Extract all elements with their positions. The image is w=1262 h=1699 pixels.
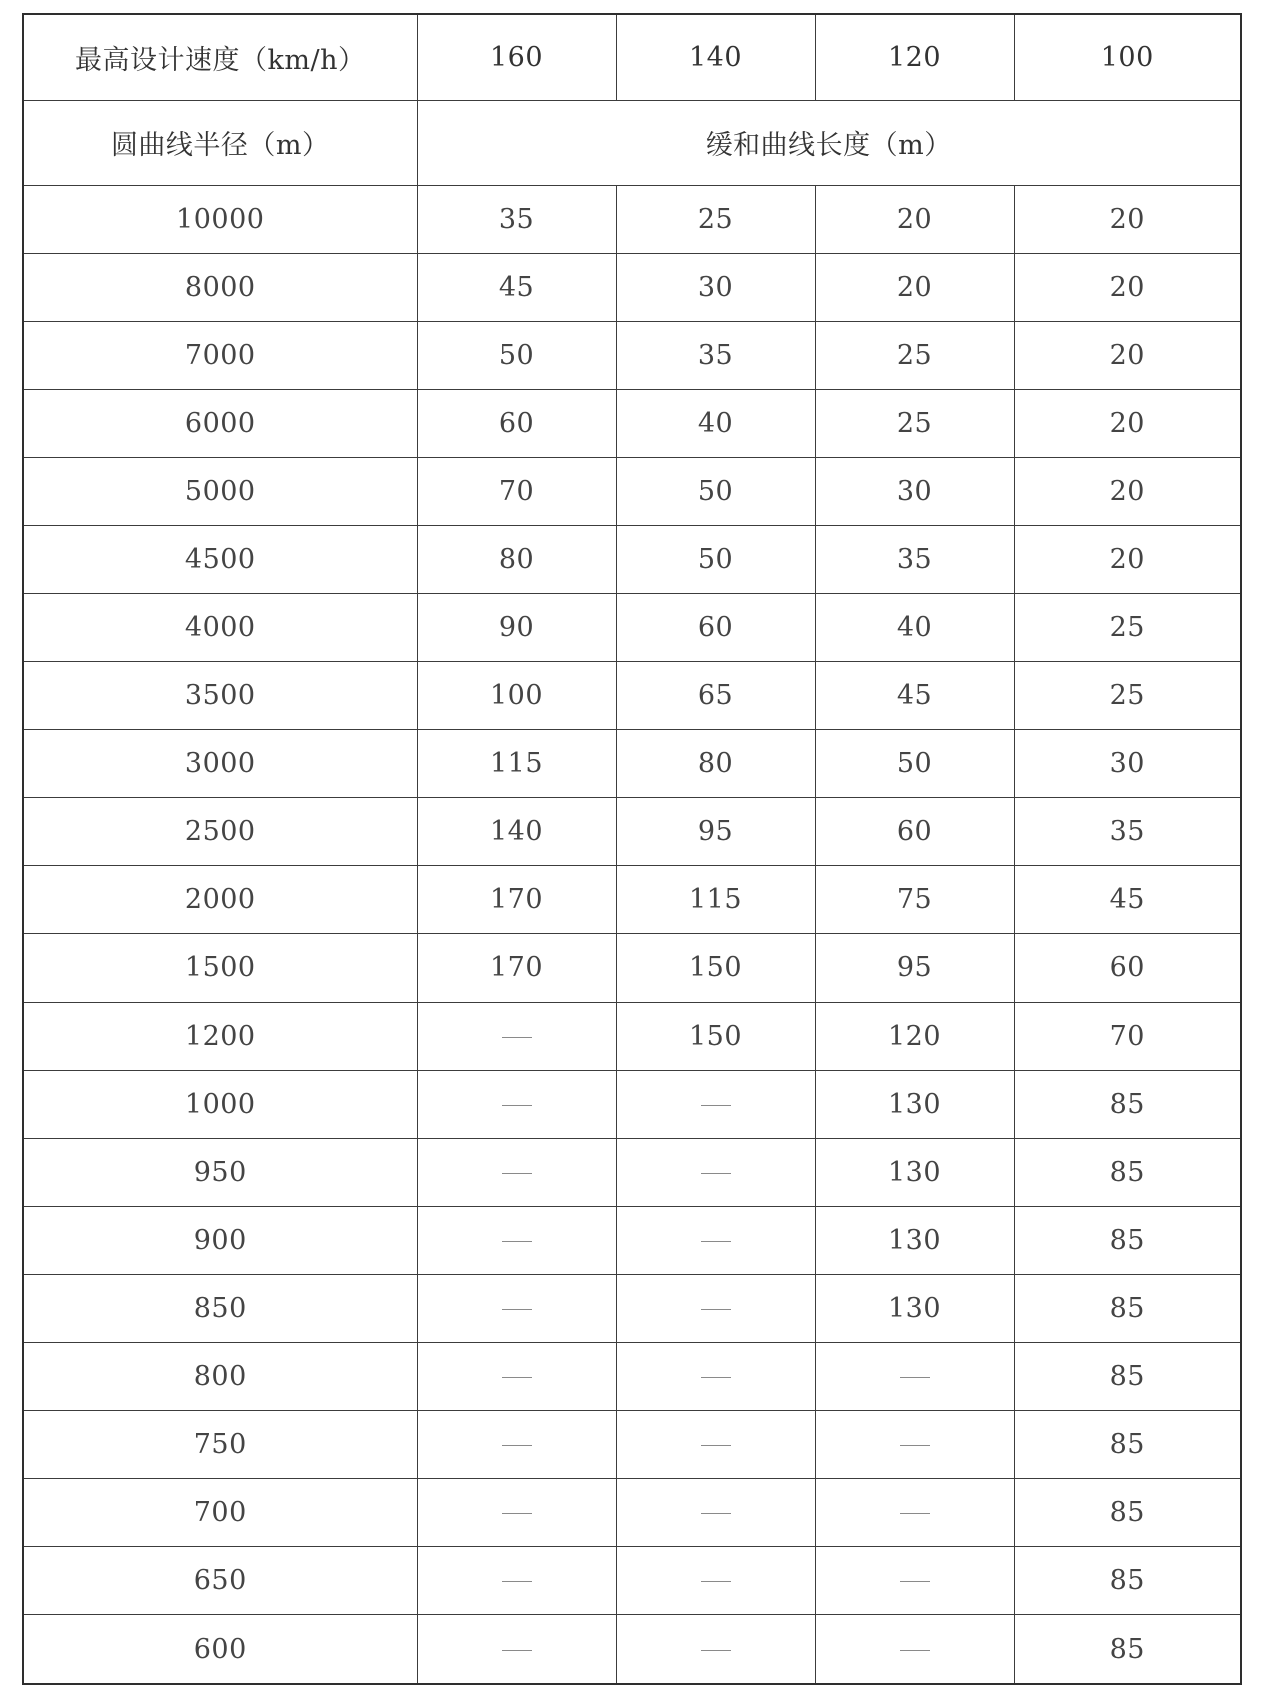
radius-cell: 5000	[23, 458, 417, 526]
length-cell: 75	[815, 866, 1014, 934]
length-cell: 120	[815, 1002, 1014, 1070]
length-cell: 50	[616, 526, 815, 594]
length-cell: 35	[815, 526, 1014, 594]
length-cell: 115	[417, 730, 616, 798]
subheader-row	[23, 100, 1241, 185]
length-cell: 25	[1014, 662, 1241, 730]
length-cell: 85	[1014, 1547, 1241, 1615]
table-row	[23, 1547, 1241, 1615]
dash-mark	[502, 1173, 532, 1174]
speed-140-header: 140	[616, 14, 815, 100]
length-cell: 20	[815, 185, 1014, 253]
length-cell: 45	[417, 253, 616, 321]
transition-curve-length-table	[22, 13, 1242, 1685]
length-cell: 130	[815, 1138, 1014, 1206]
dash-mark	[701, 1513, 731, 1514]
length-cell: 130	[815, 1070, 1014, 1138]
length-cell: 40	[616, 389, 815, 457]
dash-mark	[701, 1105, 731, 1106]
table-row	[23, 458, 1241, 526]
table-row	[23, 321, 1241, 389]
length-cell: 60	[616, 594, 815, 662]
dash-mark	[502, 1105, 532, 1106]
length-cell: 60	[815, 798, 1014, 866]
not-applicable-cell	[616, 1274, 815, 1342]
table-row	[23, 185, 1241, 253]
dash-mark	[900, 1650, 930, 1651]
not-applicable-cell	[616, 1547, 815, 1615]
radius-cell: 900	[23, 1206, 417, 1274]
radius-cell: 2000	[23, 866, 417, 934]
radius-cell: 600	[23, 1615, 417, 1684]
length-cell: 20	[1014, 389, 1241, 457]
not-applicable-cell	[417, 1342, 616, 1410]
length-cell: 45	[815, 662, 1014, 730]
length-cell: 170	[417, 934, 616, 1002]
length-header-label: 缓和曲线长度（m）	[417, 100, 1241, 185]
radius-cell: 700	[23, 1478, 417, 1546]
not-applicable-cell	[417, 1410, 616, 1478]
radius-cell: 800	[23, 1342, 417, 1410]
dash-mark	[502, 1241, 532, 1242]
length-cell: 85	[1014, 1070, 1241, 1138]
not-applicable-cell	[616, 1410, 815, 1478]
length-cell: 20	[815, 253, 1014, 321]
length-cell: 85	[1014, 1410, 1241, 1478]
not-applicable-cell	[815, 1547, 1014, 1615]
speed-100-header: 100	[1014, 14, 1241, 100]
table-row	[23, 1478, 1241, 1546]
length-cell: 35	[1014, 798, 1241, 866]
length-cell: 20	[1014, 253, 1241, 321]
length-cell: 20	[1014, 458, 1241, 526]
table-row	[23, 1070, 1241, 1138]
not-applicable-cell	[616, 1070, 815, 1138]
dash-mark	[502, 1650, 532, 1651]
length-cell: 85	[1014, 1478, 1241, 1546]
table-row	[23, 1274, 1241, 1342]
table-row	[23, 934, 1241, 1002]
radius-cell: 2500	[23, 798, 417, 866]
length-cell: 130	[815, 1274, 1014, 1342]
speed-header-label: 最高设计速度（km/h）	[23, 14, 417, 100]
length-cell: 140	[417, 798, 616, 866]
radius-cell: 750	[23, 1410, 417, 1478]
dash-mark	[701, 1309, 731, 1310]
not-applicable-cell	[616, 1478, 815, 1546]
length-cell: 30	[616, 253, 815, 321]
length-cell: 80	[417, 526, 616, 594]
table-row	[23, 866, 1241, 934]
length-cell: 70	[417, 458, 616, 526]
length-cell: 65	[616, 662, 815, 730]
not-applicable-cell	[417, 1138, 616, 1206]
table-row	[23, 389, 1241, 457]
radius-cell: 1200	[23, 1002, 417, 1070]
dash-mark	[502, 1581, 532, 1582]
not-applicable-cell	[815, 1478, 1014, 1546]
table-row	[23, 1206, 1241, 1274]
radius-cell: 950	[23, 1138, 417, 1206]
length-cell: 60	[1014, 934, 1241, 1002]
length-cell: 100	[417, 662, 616, 730]
transition-curve-table-sheet	[22, 13, 1240, 1685]
length-cell: 85	[1014, 1615, 1241, 1684]
length-cell: 60	[417, 389, 616, 457]
not-applicable-cell	[815, 1342, 1014, 1410]
dash-mark	[701, 1173, 731, 1174]
radius-cell: 8000	[23, 253, 417, 321]
not-applicable-cell	[616, 1138, 815, 1206]
not-applicable-cell	[616, 1615, 815, 1684]
length-cell: 85	[1014, 1138, 1241, 1206]
speed-160-header: 160	[417, 14, 616, 100]
radius-cell: 3000	[23, 730, 417, 798]
table-row	[23, 662, 1241, 730]
length-cell: 115	[616, 866, 815, 934]
table-row	[23, 1410, 1241, 1478]
length-cell: 150	[616, 934, 815, 1002]
radius-header-label: 圆曲线半径（m）	[23, 100, 417, 185]
length-cell: 85	[1014, 1342, 1241, 1410]
length-cell: 50	[417, 321, 616, 389]
dash-mark	[502, 1377, 532, 1378]
length-cell: 20	[1014, 321, 1241, 389]
speed-header-row	[23, 14, 1241, 100]
radius-cell: 850	[23, 1274, 417, 1342]
length-cell: 150	[616, 1002, 815, 1070]
not-applicable-cell	[417, 1615, 616, 1684]
length-cell: 30	[1014, 730, 1241, 798]
table-row	[23, 253, 1241, 321]
not-applicable-cell	[417, 1070, 616, 1138]
length-cell: 35	[417, 185, 616, 253]
dash-mark	[701, 1445, 731, 1446]
dash-mark	[900, 1513, 930, 1514]
table-body	[23, 14, 1241, 1684]
length-cell: 50	[616, 458, 815, 526]
dash-mark	[701, 1581, 731, 1582]
dash-mark	[701, 1377, 731, 1378]
length-cell: 25	[1014, 594, 1241, 662]
not-applicable-cell	[815, 1410, 1014, 1478]
table-row	[23, 594, 1241, 662]
length-cell: 170	[417, 866, 616, 934]
dash-mark	[900, 1377, 930, 1378]
length-cell: 25	[616, 185, 815, 253]
length-cell: 20	[1014, 526, 1241, 594]
dash-mark	[701, 1650, 731, 1651]
table-row	[23, 1138, 1241, 1206]
table-row	[23, 730, 1241, 798]
radius-cell: 1500	[23, 934, 417, 1002]
dash-mark	[502, 1037, 532, 1038]
speed-120-header: 120	[815, 14, 1014, 100]
table-row	[23, 1342, 1241, 1410]
length-cell: 30	[815, 458, 1014, 526]
dash-mark	[502, 1309, 532, 1310]
not-applicable-cell	[815, 1615, 1014, 1684]
dash-mark	[900, 1581, 930, 1582]
radius-cell: 650	[23, 1547, 417, 1615]
radius-cell: 1000	[23, 1070, 417, 1138]
radius-cell: 4000	[23, 594, 417, 662]
not-applicable-cell	[616, 1342, 815, 1410]
length-cell: 95	[616, 798, 815, 866]
radius-cell: 10000	[23, 185, 417, 253]
dash-mark	[502, 1445, 532, 1446]
dash-mark	[502, 1513, 532, 1514]
length-cell: 35	[616, 321, 815, 389]
length-cell: 40	[815, 594, 1014, 662]
length-cell: 85	[1014, 1274, 1241, 1342]
radius-cell: 7000	[23, 321, 417, 389]
not-applicable-cell	[417, 1478, 616, 1546]
length-cell: 25	[815, 321, 1014, 389]
not-applicable-cell	[417, 1002, 616, 1070]
length-cell: 45	[1014, 866, 1241, 934]
length-cell: 50	[815, 730, 1014, 798]
length-cell: 80	[616, 730, 815, 798]
length-cell: 20	[1014, 185, 1241, 253]
table-row	[23, 1615, 1241, 1684]
table-row	[23, 1002, 1241, 1070]
not-applicable-cell	[417, 1274, 616, 1342]
radius-cell: 3500	[23, 662, 417, 730]
not-applicable-cell	[417, 1547, 616, 1615]
dash-mark	[701, 1241, 731, 1242]
length-cell: 25	[815, 389, 1014, 457]
radius-cell: 6000	[23, 389, 417, 457]
length-cell: 90	[417, 594, 616, 662]
radius-cell: 4500	[23, 526, 417, 594]
length-cell: 85	[1014, 1206, 1241, 1274]
not-applicable-cell	[417, 1206, 616, 1274]
table-row	[23, 798, 1241, 866]
length-cell: 130	[815, 1206, 1014, 1274]
length-cell: 70	[1014, 1002, 1241, 1070]
not-applicable-cell	[616, 1206, 815, 1274]
length-cell: 95	[815, 934, 1014, 1002]
table-row	[23, 526, 1241, 594]
dash-mark	[900, 1445, 930, 1446]
